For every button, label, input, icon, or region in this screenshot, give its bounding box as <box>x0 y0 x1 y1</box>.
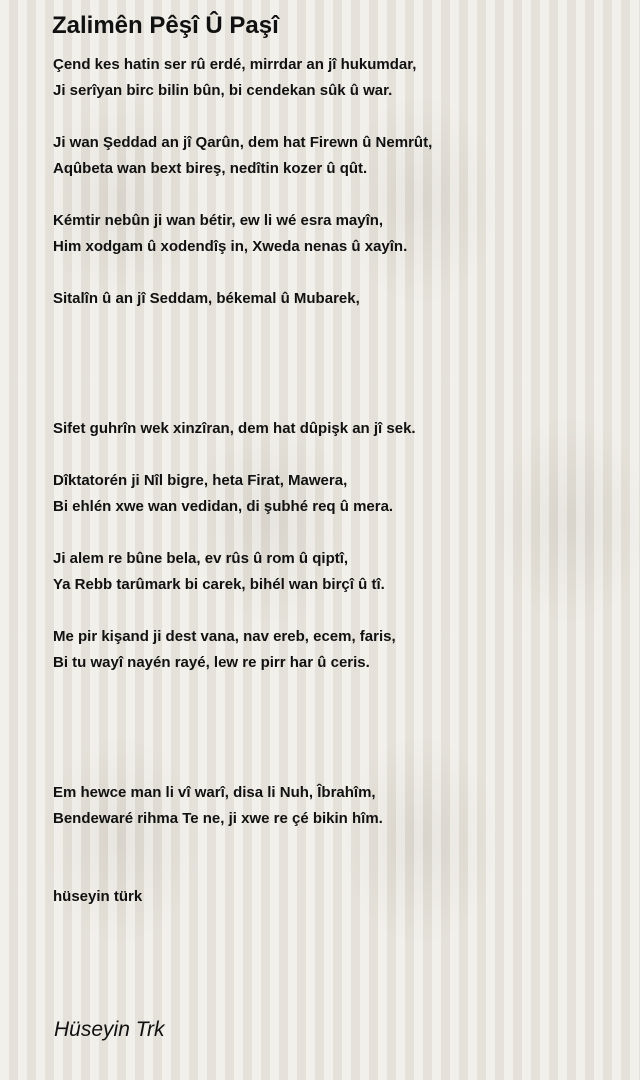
poem-line: Sitalîn û an jî Seddam, békemal û Mubarek, <box>53 290 360 307</box>
stanza <box>53 130 613 182</box>
poem-body <box>53 52 613 910</box>
poem-line: Bi tu wayî nayén rayé, lew re pirr har û ceris. <box>53 654 370 671</box>
poem-line: Bi ehlén xwe wan vedidan, di şubhé req û mera. <box>53 498 394 515</box>
stanza <box>53 52 613 104</box>
poem-line: Çend kes hatin ser rû erdé, mirrdar an jî hukumdar, <box>53 56 417 73</box>
poem-line: Bendewaré rihma Te ne, ji xwe re çé bikin hîm. <box>53 810 383 827</box>
stanza <box>53 468 613 520</box>
poem-line: Em hewce man li vî warî, disa li Nuh, Îbrahîm, <box>53 784 376 801</box>
poem-line: Him xodgam û xodendîş in, Xweda nenas û xayîn. <box>53 238 408 255</box>
stanza <box>53 624 613 676</box>
poem-line: Ji wan Şeddad an jî Qarûn, dem hat Firewn û Nemrût, <box>53 134 433 151</box>
author-signature: Hüseyin Trk <box>54 1018 165 1041</box>
stanza <box>53 286 613 312</box>
poem-byline: hüseyin türk <box>53 888 143 905</box>
poem-line: Sifet guhrîn wek xinzîran, dem hat dûpişk an jî sek. <box>53 420 416 437</box>
stanza <box>53 416 613 442</box>
poem-line: Ji serîyan birc bilin bûn, bi cendekan sûk û war. <box>53 82 393 99</box>
poem-line: Ji alem re bûne bela, ev rûs û rom û qiptî, <box>53 550 349 567</box>
poem-line: Dîktatorén ji Nîl bigre, heta Firat, Mawera, <box>53 472 348 489</box>
poem-title: Zalimên Pêşî Û Paşî <box>52 12 279 39</box>
stanza <box>53 208 613 260</box>
stanza <box>53 780 613 832</box>
poem-line: Aqûbeta wan bext bireş, nedîtin kozer û qût. <box>53 160 368 177</box>
poem-line: Kémtir nebûn ji wan bétir, ew li wé esra mayîn, <box>53 212 384 229</box>
poem-line: Me pir kişand ji dest vana, nav ereb, ecem, faris, <box>53 628 396 645</box>
stanza <box>53 546 613 598</box>
poem-line: Ya Rebb tarûmark bi carek, bihél wan birçî û tî. <box>53 576 385 593</box>
